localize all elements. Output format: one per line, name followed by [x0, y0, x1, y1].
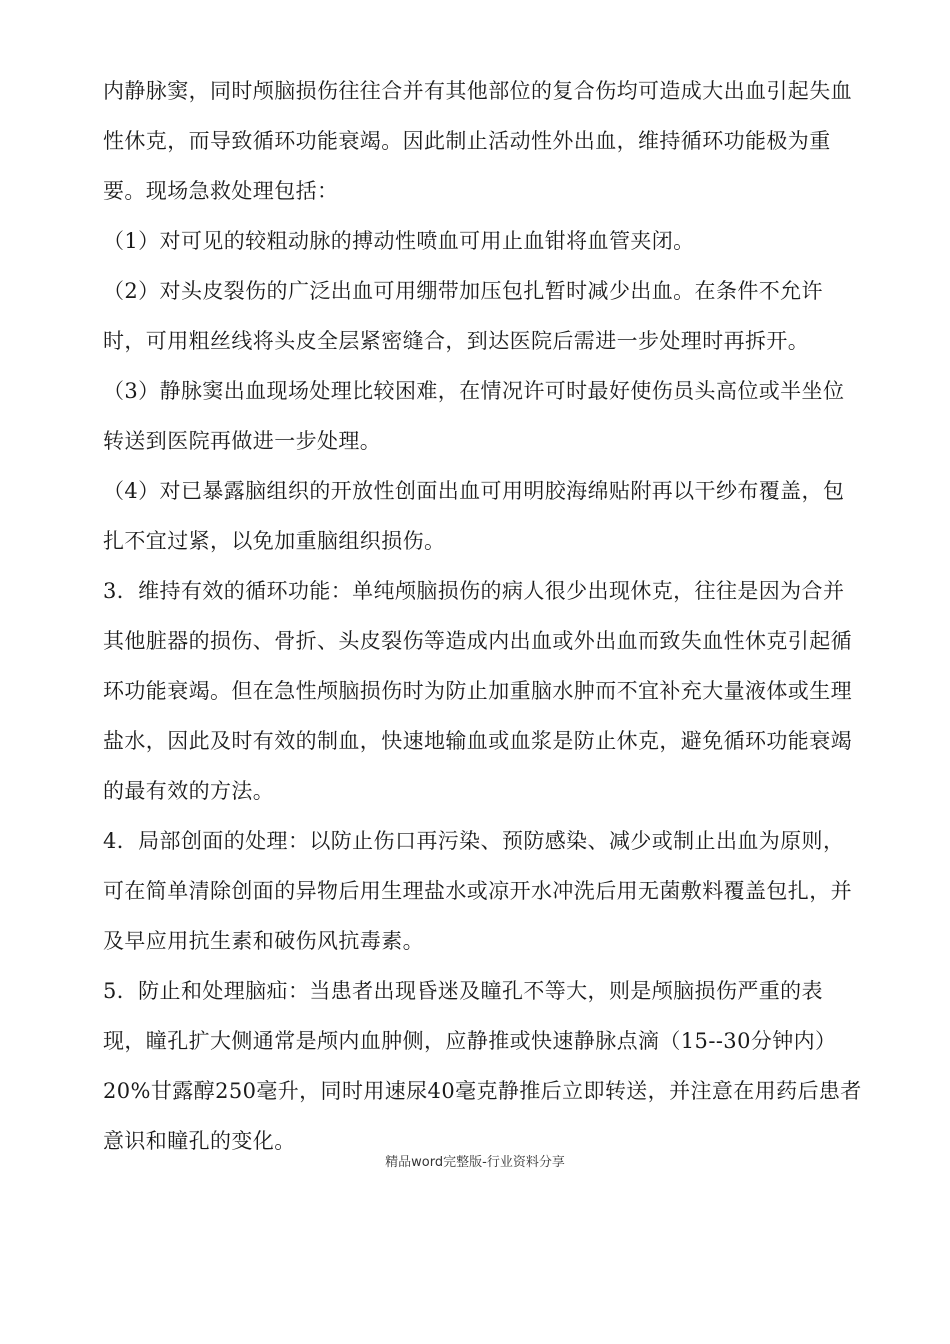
paragraph-item-3: （3）静脉窦出血现场处理比较困难，在情况许可时最好使伤员头高位或半坐位转送到医院再做进一步处理。 [103, 379, 845, 453]
paragraph-section-3: 3．维持有效的循环功能：单纯颅脑损伤的病人很少出现休克，往往是因为合并其他脏器的损伤、骨折、头皮裂伤等造成内出血或外出血而致失血性休克引起循环功能衰竭。但在急性颅脑损伤时为防止加重脑水肿而不宜补充大量液体或生理盐水，因此及时有效的制血，快速地输血或血浆是防止休克，避免循环功能衰竭的最有效的方法。 [103, 579, 852, 803]
page-footer: 精品word完整版-行业资料分享 [385, 1155, 565, 1170]
paragraph-section-5: 5．防止和处理脑疝：当患者出现昏迷及瞳孔不等大，则是颅脑损伤严重的表现，瞳孔扩大侧通常是颅内血肿侧，应静推或快速静脉点滴（15--30分钟内）20%甘露醇250毫升，同时用速尿40毫克静推后立即转送，并注意在用药后患者意识和瞳孔的变化。 [103, 979, 862, 1153]
paragraph-item-1: （1）对可见的较粗动脉的搏动性喷血可用止血钳将血管夹闭。 [103, 229, 695, 253]
paragraph-item-2: （2）对头皮裂伤的广泛出血可用绷带加压包扎暂时减少出血。在条件不允许时，可用粗丝线将头皮全层紧密缝合，到达医院后需进一步处理时再拆开。 [103, 279, 823, 353]
paragraph-item-4: （4）对已暴露脑组织的开放性创面出血可用明胶海绵贴附再以干纱布覆盖，包扎不宜过紧，以免加重脑组织损伤。 [103, 479, 845, 553]
paragraph-section-4: 4．局部创面的处理：以防止伤口再污染、预防感染、减少或制止出血为原则，可在简单清除创面的异物后用生理盐水或凉开水冲洗后用无菌敷料覆盖包扎，并及早应用抗生素和破伤风抗毒素。 [103, 829, 852, 953]
paragraph-intro: 内静脉窦，同时颅脑损伤往往合并有其他部位的复合伤均可造成大出血引起失血性休克，而导致循环功能衰竭。因此制止活动性外出血，维持循环功能极为重要。现场急救处理包括： [103, 79, 852, 203]
document-body [103, 66, 865, 1166]
